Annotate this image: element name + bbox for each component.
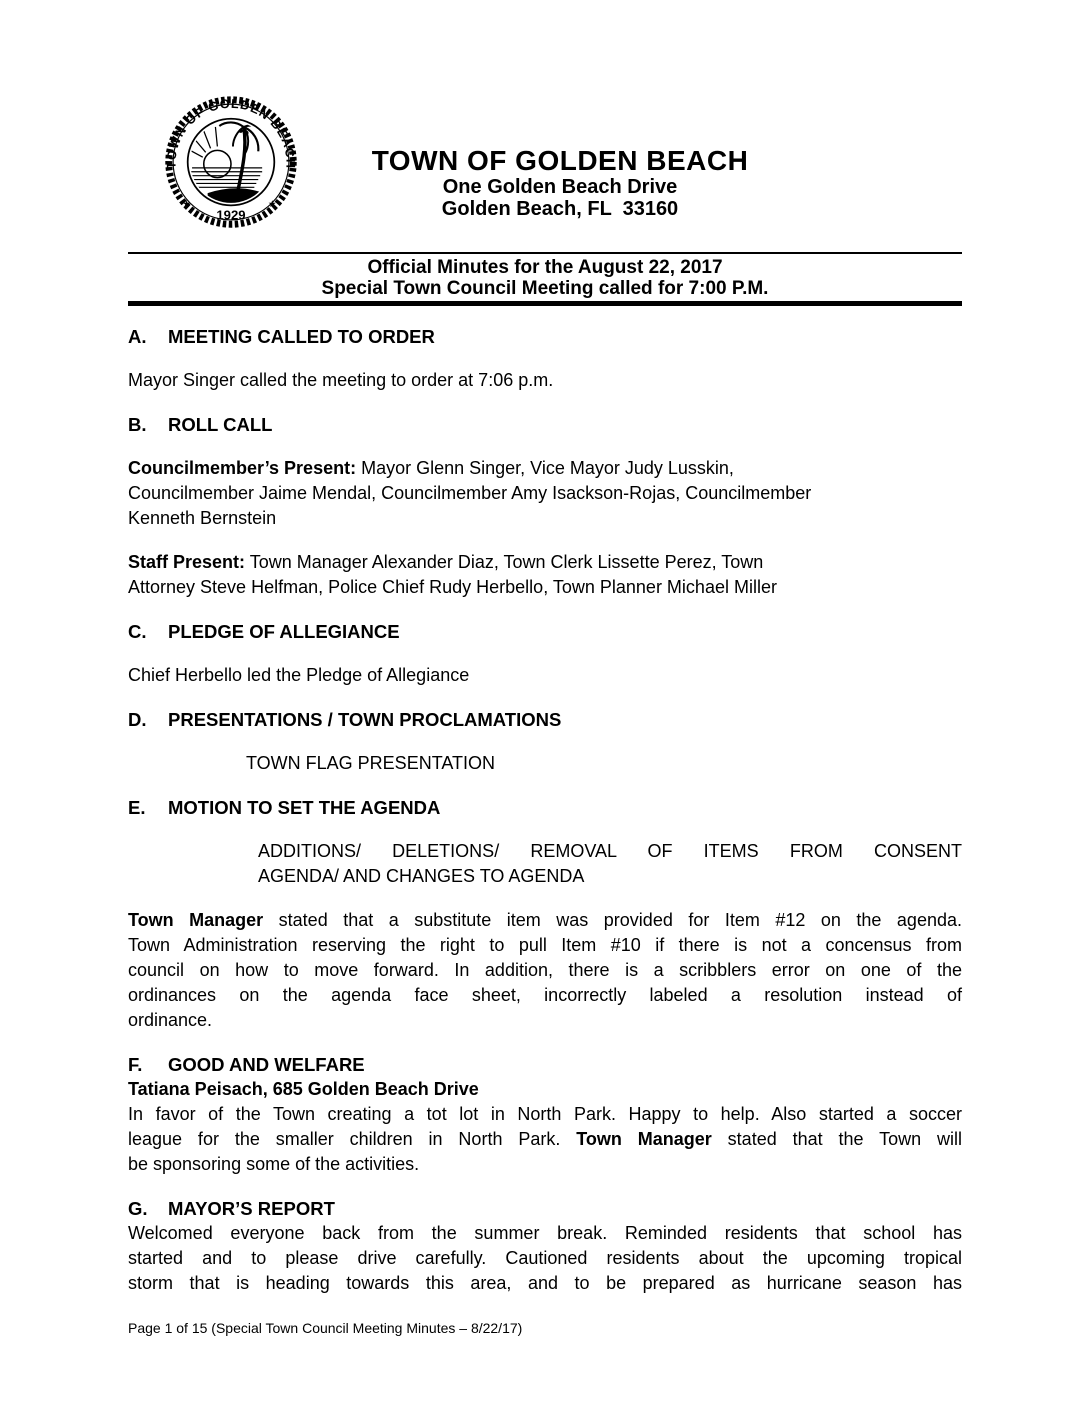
section-heading-set-agenda (128, 795, 962, 820)
paragraph-line: ordinance. (128, 1010, 213, 1030)
councilmembers-present-text: Mayor Glenn Singer, Vice Mayor Judy Lusskin, (356, 458, 734, 478)
minutes-body (128, 306, 962, 1296)
minutes-title (128, 254, 962, 301)
paragraph-call-to-order: Mayor Singer called the meeting to order at 7:06 p.m. (128, 370, 554, 390)
minutes-line-2: Special Town Council Meeting called for 7:00 P.M. (321, 278, 769, 299)
councilmembers-present-label: Councilmember’s Present: (128, 458, 357, 478)
section-letter: G. (128, 1198, 148, 1219)
section-letter: D. (128, 709, 147, 730)
section-heading-pledge (128, 619, 962, 644)
minutes-title-band (128, 252, 962, 306)
section-title: MEETING CALLED TO ORDER (168, 326, 435, 347)
document-header (0, 0, 1088, 252)
speaker-name: Tatiana Peisach, 685 Golden Beach Drive (128, 1079, 479, 1099)
section-title: MAYOR’S REPORT (168, 1198, 335, 1219)
paragraph-line: council on how to move forward. In addition, there is a scribblers error on one of the (128, 960, 962, 980)
councilmembers-present-text: Councilmember Jaime Mendal, Councilmember Amy Isackson-Rojas, Councilmember (128, 483, 812, 503)
seal-year: 1929 (216, 207, 246, 223)
town-manager-label: Town Manager (576, 1129, 712, 1149)
paragraph-line: started and to please drive carefully. Cautioned residents about the upcoming tropical (128, 1248, 962, 1268)
councilmembers-present-text: Kenneth Bernstein (128, 508, 277, 528)
org-name: TOWN OF GOLDEN BEACH (371, 145, 749, 176)
section-heading-roll-call (128, 412, 962, 437)
section-letter: A. (128, 326, 147, 347)
paragraph-mayors-report (128, 1221, 962, 1296)
section-title: PRESENTATIONS / TOWN PROCLAMATIONS (168, 709, 562, 730)
paragraph-line: storm that is heading towards this area, and to be prepared as hurricane season has (128, 1273, 962, 1293)
section-title: GOOD AND WELFARE (168, 1054, 365, 1075)
section-heading-mayors-report (128, 1196, 962, 1221)
agenda-changes-line: AGENDA/ AND CHANGES TO AGENDA (258, 866, 585, 886)
staff-present-text: Town Manager Alexander Diaz, Town Clerk Lissette Perez, Town (245, 552, 764, 572)
paragraph-line (128, 1127, 962, 1152)
star-icon: ★ (267, 198, 277, 210)
section-title: MOTION TO SET THE AGENDA (168, 797, 441, 818)
town-flag-presentation-item: TOWN FLAG PRESENTATION (246, 753, 496, 773)
paragraph-line: be sponsoring some of the activities. (128, 1154, 420, 1174)
section-title: PLEDGE OF ALLEGIANCE (168, 621, 400, 642)
paragraph-line: Welcomed everyone back from the summer break. Reminded residents that school has (128, 1223, 962, 1243)
section-letter: B. (128, 414, 147, 435)
paragraph-councilmembers-present (128, 456, 962, 531)
paragraph-text: stated that a substitute item was provided for Item #12 on the agenda. (263, 910, 962, 930)
paragraph-line: ordinances on the agenda face sheet, incorrectly labeled a resolution instead of (128, 985, 962, 1005)
address-line-1: One Golden Beach Drive (442, 176, 678, 198)
agenda-changes-line: ADDITIONS/ DELETIONS/ REMOVAL OF ITEMS FROM CONSENT (258, 841, 962, 861)
paragraph-town-manager-agenda (128, 908, 962, 1033)
section-heading-presentations (128, 707, 962, 732)
sun-icon (190, 127, 231, 178)
agenda-changes-item (258, 839, 962, 889)
page-footer: Page 1 of 15 (Special Town Council Meeting Minutes – 8/22/17) (128, 1320, 523, 1336)
staff-present-label: Staff Present: (128, 552, 246, 572)
paragraph-text: league for the smaller children in North Park. (128, 1129, 577, 1149)
star-icon: ★ (182, 198, 192, 210)
paragraph-line: In favor of the Town creating a tot lot in North Park. Happy to help. Also started a soccer (128, 1104, 962, 1124)
paragraph-line (128, 908, 962, 933)
paragraph-text: stated that the Town will (711, 1129, 962, 1149)
header-text (230, 146, 890, 220)
paragraph-staff-present (128, 550, 962, 600)
paragraph-good-and-welfare (128, 1102, 962, 1177)
section-letter: F. (128, 1054, 143, 1075)
section-letter: E. (128, 797, 146, 818)
paragraph-pledge: Chief Herbello led the Pledge of Allegiance (128, 665, 470, 685)
paragraph-line: Town Administration reserving the right to pull Item #10 if there is not a concensus from (128, 935, 962, 955)
address-line-2: Golden Beach, FL 33160 (441, 198, 679, 220)
seal-ring-text: TOWN OF GOLDEN BEACH (164, 96, 298, 170)
town-manager-label: Town Manager (128, 910, 264, 930)
staff-present-text: Attorney Steve Helfman, Police Chief Rudy Herbello, Town Planner Michael Miller (128, 577, 777, 597)
section-heading-good-and-welfare (128, 1052, 962, 1077)
section-title: ROLL CALL (168, 414, 273, 435)
minutes-line-1: Official Minutes for the August 22, 2017 (367, 257, 723, 278)
section-letter: C. (128, 621, 147, 642)
section-heading-meeting-called-to-order (128, 324, 962, 349)
